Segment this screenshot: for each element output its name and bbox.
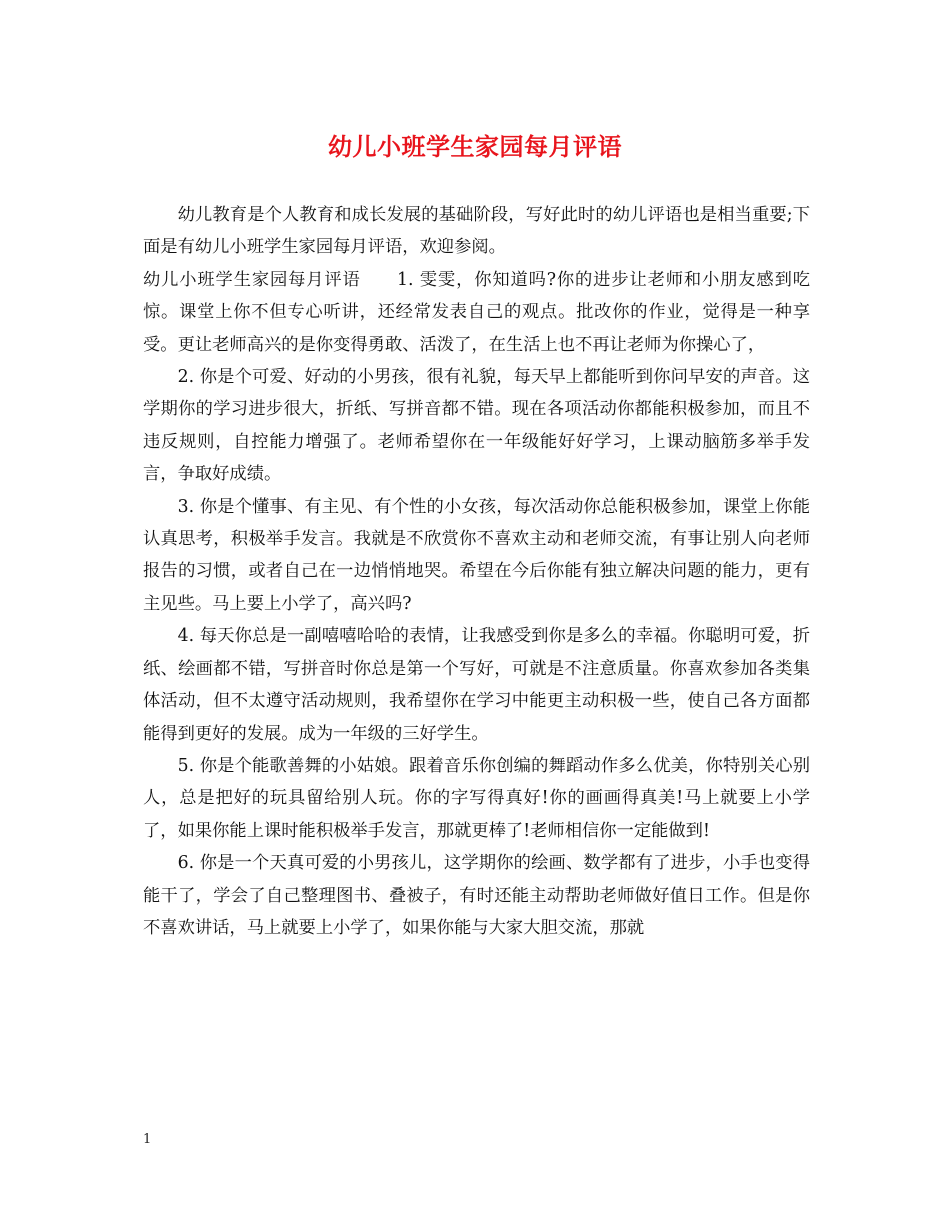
paragraph-item-1: 幼儿小班学生家园每月评语 1. 雯雯，你知道吗?你的进步让老师和小朋友感到吃惊。课堂上你不但专心听讲，还经常发表自己的观点。批改你的作业，觉得是一种享受。更让老师高兴的是你变得勇敢、活泼了，在生活上也不再让老师为你操心了， [143, 269, 810, 355]
page-number: 1 [143, 1132, 152, 1147]
paragraph-item-6: 6. 你是一个天真可爱的小男孩儿，这学期你的绘画、数学都有了进步，小手也变得能干了，学会了自己整理图书、叠被子，有时还能主动帮助老师做好值日工作。但是你不喜欢讲话，马上就要上小学了，如果你能与大家大胆交流，那就 [143, 853, 810, 938]
paragraph-item-5: 5. 你是个能歌善舞的小姑娘。跟着音乐你创编的舞蹈动作多么优美，你特别关心别人，总是把好的玩具留给别人玩。你的字写得真好!你的画画得真美!马上就要上小学了，如果你能上课时能积极举手发言，那就更棒了!老师相信你一定能做到! [143, 755, 810, 841]
intro-paragraph: 幼儿教育是个人教育和成长发展的基础阶段，写好此时的幼儿评语也是相当重要;下面是有幼儿小班学生家园每月评语，欢迎参阅。 [143, 205, 810, 258]
paragraph-item-2: 2. 你是个可爱、好动的小男孩，很有礼貌，每天早上都能听到你问早安的声音。这学期你的学习进步很大，折纸、写拼音都不错。现在各项活动你都能积极参加，而且不违反规则，自控能力增强了。老师希望你在一年级能好好学习，上课动脑筋多举手发言，争取好成绩。 [143, 367, 810, 485]
paragraph-item-4: 4. 每天你总是一副嘻嘻哈哈的表情，让我感受到你是多么的幸福。你聪明可爱，折纸、绘画都不错，写拼音时你总是第一个写好，可就是不注意质量。你喜欢参加各类集体活动，但不太遵守活动规则，我希望你在学习中能更主动积极一些，使自己各方面都能得到更好的发展。成为一年级的三好学生。 [143, 626, 810, 744]
document-body [143, 199, 810, 944]
paragraph-item-3: 3. 你是个懂事、有主见、有个性的小女孩，每次活动你总能积极参加，课堂上你能认真思考，积极举手发言。我就是不欣赏你不喜欢主动和老师交流，有事让别人向老师报告的习惯，或者自己在一边悄悄地哭。希望在今后你能有独立解决问题的能力，更有主见些。马上要上小学了，高兴吗? [143, 496, 810, 614]
page-title: 幼儿小班学生家园每月评语 [328, 132, 622, 161]
